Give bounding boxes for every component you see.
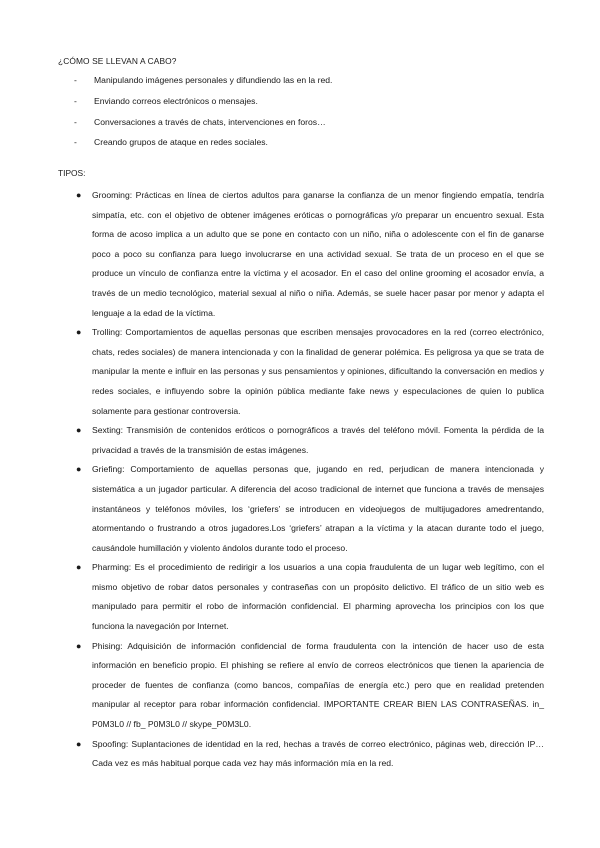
list-item (74, 136, 554, 157)
tipos-heading: TIPOS: (58, 168, 86, 178)
type-item-pharming (76, 558, 544, 636)
dash-marker: - (74, 116, 77, 127)
type-item-grooming (76, 186, 544, 323)
dash-marker: - (74, 95, 77, 106)
type-text: Griefing: Comportamiento de aquellas personas que, jugando en red, perjudican de manera intencionada y sistemática a un jugador particular. A diferencia del acoso tradicional de internet que funciona a través de mensajes instantáneos y teléfonos móviles, los ‘griefers’ se introducen en videojuegos de multijugadores amedrentando, atormentando o frustrando a otros jugadores.Los ‘griefers’ atrapan a la víctima y la atacan durante todo el juego, causándole humillación y violento ándolos durante todo el proceso. (92, 464, 544, 553)
type-text: Phising: Adquisición de información confidencial de forma fraudulenta con la intención de hacer uso de esta información en beneficio propio. El phishing se refiere al envío de correos electrónicos que tienen la apariencia de proceder de fuentes de confianza (como bancos, compañías de energía etc.) pero que en realidad pretenden manipular al receptor para robar información confidencial. IMPORTANTE CREAR BIEN LAS CONTRASEÑAS. in_ P0M3L0 // fb_ P0M3L0 // skype_P0M3L0. (92, 640, 544, 730)
type-text: Spoofing: Suplantaciones de identidad en la red, hechas a través de correo electrónico, páginas web, dirección IP… Cada vez es más habitual porque cada vez hay más información mía en la red. (92, 738, 544, 769)
type-item-phising (76, 637, 544, 735)
list-item (74, 95, 554, 116)
list-item-text: Conversaciones a través de chats, intervenciones en foros… (94, 116, 326, 127)
bullet-icon: ● (76, 562, 82, 573)
list-item (74, 116, 554, 137)
dash-marker: - (74, 137, 77, 148)
bullet-icon: ● (76, 738, 82, 749)
dash-marker: - (74, 75, 77, 85)
section-heading: ¿CÓMO SE LLEVAN A CABO? (58, 56, 177, 66)
list-item-text: Creando grupos de ataque en redes sociales. (94, 137, 268, 148)
list-item (74, 74, 554, 95)
bullet-icon: ● (76, 464, 82, 475)
bullet-icon: ● (76, 190, 82, 200)
bullet-icon: ● (76, 425, 82, 436)
bullet-icon: ● (76, 640, 82, 651)
types-list (76, 186, 544, 774)
type-text: Trolling: Comportamientos de aquellas personas que escriben mensajes provocadores en la red (correo electrónico, chats, redes sociales) de manera intencionada y con la finalidad de generar polémica. Es peligrosa ya que se trata de manipular la mente e influir en las personas y sus pensamientos y opiniones, dificultando la conversación en medios y redes sociales, e influyendo sobre la opinión pública mediante fake news y especulaciones de quien lo publica solamente para gestionar controversia. (92, 327, 544, 416)
list-item-text: Manipulando imágenes personales y difundiendo las en la red. (94, 75, 333, 85)
type-text: Pharming: Es el procedimiento de redirigir a los usuarios a una copia fraudulenta de un lugar web legítimo, con el mismo objetivo de robar datos personales y contraseñas con un propósito delictivo. El tráfico de un sitio web es manipulado para permitir el robo de información confidencial. El pharming aprovecha los principios con los que funciona la navegación por Internet. (92, 562, 544, 632)
type-item-trolling (76, 323, 544, 421)
type-item-spoofing (76, 735, 544, 774)
type-item-sexting (76, 421, 544, 460)
bullet-icon: ● (76, 327, 82, 338)
type-item-griefing (76, 460, 544, 558)
type-text: Grooming: Prácticas en línea de ciertos adultos para ganarse la confianza de un menor fingiendo empatía, tendría simpatía, etc. con el objetivo de obtener imágenes eróticas o pornográficas y/o preparar un encuentro sexual. Esta forma de acoso implica a un adulto que se pone en contacto con un niño, niña o adolescente con el fin de ganarse poco a poco su confianza para luego involucrarse en una actividad sexual. Se trata de un proceso en el que se produce un vínculo de confianza entre la víctima y el acosador. En el caso del online grooming el acosador envía, a través de un medio tecnológico, material sexual al niño o niña. Además, se suele hacer pasar por menor y adapta el lenguaje a la edad de la víctima. (92, 190, 544, 318)
list-item-text: Enviando correos electrónicos o mensajes. (94, 95, 258, 106)
methods-list (74, 74, 554, 157)
type-text: Sexting: Transmisión de contenidos eróticos o pornográficos a través del teléfono móvil. Fomenta la pérdida de la privacidad a través de la transmisión de estas imágenes. (92, 425, 544, 455)
